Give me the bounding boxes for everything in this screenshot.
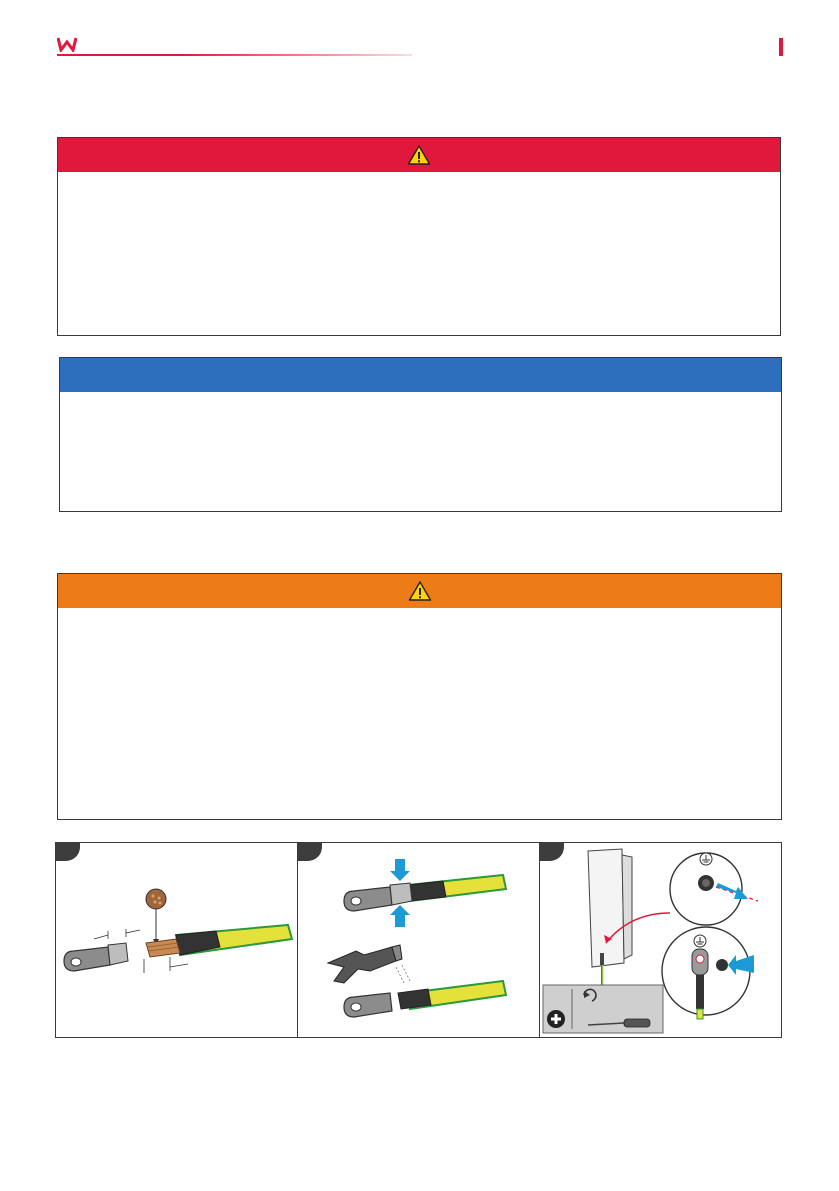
warning-triangle-icon	[408, 580, 432, 602]
step-1-panel	[56, 843, 298, 1037]
step-3-panel	[540, 843, 781, 1037]
notice-header	[60, 358, 781, 392]
header-divider	[57, 54, 412, 56]
ground-cable-steps	[55, 842, 782, 1038]
notice-body	[60, 392, 781, 412]
step-2-panel	[298, 843, 540, 1037]
danger-notice	[57, 137, 781, 336]
ground-terminal-mount-icon	[540, 843, 781, 1036]
warning-notice	[57, 573, 782, 820]
warning-header	[58, 574, 781, 608]
danger-body	[58, 172, 780, 192]
warning-body	[58, 608, 781, 628]
info-notice	[59, 357, 782, 512]
warning-triangle-icon	[407, 144, 431, 166]
page-marker	[779, 38, 783, 56]
brand-w-logo-icon	[57, 36, 77, 52]
danger-header	[58, 138, 780, 172]
cable-strip-and-lug-icon	[56, 843, 298, 1036]
crimp-and-heat-shrink-icon	[298, 843, 540, 1036]
